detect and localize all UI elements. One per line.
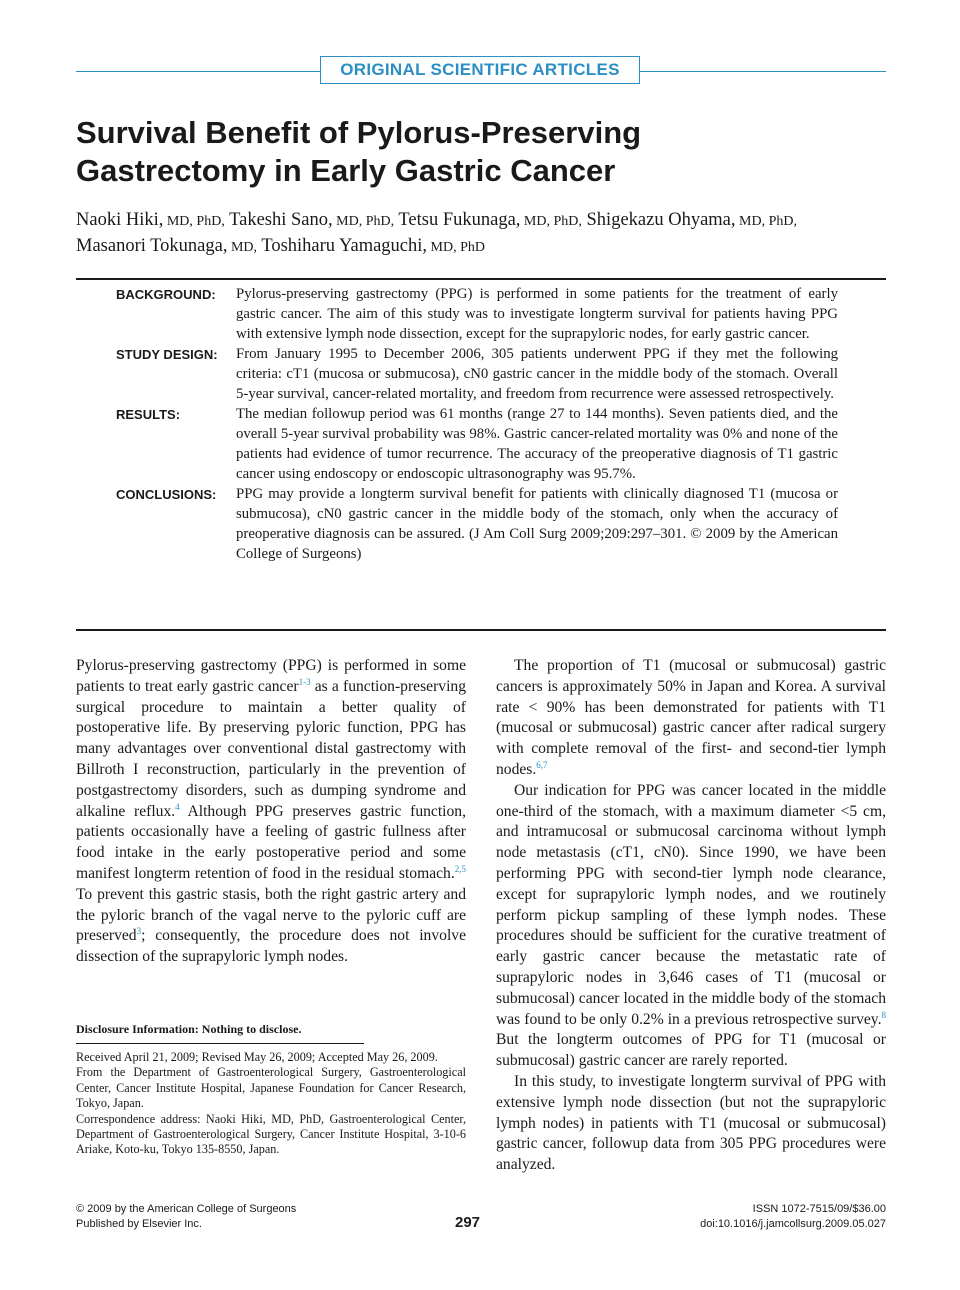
body-text: Our indication for PPG was cancer located in the middle one-third of the stomach, with a maximum diameter <5 cm, and intramucosal or submucosal carcinoma without lymph node metastasis (cT1, cN0). Since 1990, we have been performing PPG with second-tier lymph node clearance, except for suprapyloric lymph nodes, and we routinely perform pickup sampling of these lymph nodes. These procedures should be sufficient for the curative treatment of early gastric cancer because the metastatic rate of suprapyloric nodes in 3,646 cases of T1 (mucosal or submucosal) cancer located in the middle body of the stomach was found to be only 0.2% in a previous retrospective survey. [496, 781, 886, 1028]
author-degrees: MD, PhD, [520, 214, 582, 229]
author-name: Toshiharu Yamaguchi, [257, 236, 428, 256]
abstract-section [76, 404, 886, 484]
page-number: 297 [455, 1214, 481, 1231]
author-degrees: MD, PhD, [332, 214, 395, 229]
abstract-top-rule [76, 278, 886, 280]
abstract-text: PPG may provide a longterm survival benefit for patients with clinically diagnosed T1 (mucosa or submucosa), cN0 gastric cancer in the middle body of the stomach, only when the accuracy of preoperative diagnosis can be assured. (J Am Coll Surg 2009;209:297–301. © 2009 by the American College of Surgeons) [236, 486, 838, 562]
citation-link[interactable]: 4 [175, 801, 180, 812]
body-text: But the longterm outcomes of PPG for T1 (mucosal or submucosal) gastric cancer are rarely reported. [496, 1031, 886, 1070]
footer-right [700, 1202, 886, 1232]
author-name: Masanori Tokunaga, [76, 236, 228, 256]
citation-link[interactable]: 6,7 [536, 759, 548, 770]
author-list [76, 208, 888, 260]
title-line-2: Gastrectomy in Early Gastric Cancer [76, 153, 616, 188]
body-text: To prevent this gastric stasis, both the right gastric artery and the pyloric branch of the vagal nerve to the pyloric cuff are preserved [76, 885, 466, 945]
body-text: The proportion of T1 (mucosal or submucosal) gastric cancers is approximately 50% in Japan and Korea. A survival rate < 90% has been demonstrated for patients with T1 (mucosal or submucosal) gastric cancer after radical surgery with complete removal of the first- and second-tier lymph nodes. [496, 657, 886, 778]
abstract-text: From January 1995 to December 2006, 305 patients underwent PPG if they met the following criteria: cT1 (mucosa or submucosa), cN0 gastric cancer in the middle body of the stomach. Overall 5-year survival, cancer-related mortality, and freedom from recurrence were assessed retrospectively. [236, 346, 838, 402]
citation-link[interactable]: 1-3 [298, 676, 311, 687]
disclosure-info: Disclosure Information: Nothing to disclose. [76, 1022, 302, 1036]
body-text: as a function-preserving surgical procedure to maintain a better quality of postoperative life. By preserving pyloric function, PPG has many advantages over conventional distal gastrectomy with Billroth I reconstruction, particularly in the prevention of postgastrectomy disorders, such as dumping syndrome and alkaline reflux. [76, 677, 466, 820]
body-paragraph: In this study, to investigate longterm survival of PPG with extensive lymph node dissection (but not the suprapyloric lymph nodes) in patients with T1 (mucosal or submucosal) gastric cancer, followup data from 305 PPG procedures were analyzed. [496, 1072, 886, 1174]
citation-link[interactable]: 2,5 [454, 863, 466, 874]
body-left-column [76, 656, 466, 968]
author-name: Naoki Hiki, [76, 210, 164, 230]
publisher-text: Published by Elsevier Inc. [76, 1218, 202, 1230]
affiliation: From the Department of Gastroenterological Surgery, Gastroenterological Center, Cancer Institute Hospital, Japanese Foundation for Cancer Research, Tokyo, Japan. [76, 1065, 466, 1111]
issn-text: ISSN 1072-7515/09/$36.00 [752, 1203, 886, 1215]
abstract-label: BACKGROUND: [116, 287, 216, 302]
abstract-bottom-rule [76, 629, 886, 631]
body-right-column [496, 656, 886, 1176]
doi-link[interactable]: doi:10.1016/j.jamcollsurg.2009.05.027 [700, 1218, 886, 1230]
abstract-label: CONCLUSIONS: [116, 487, 217, 502]
received-dates: Received April 21, 2009; Revised May 26, 2009; Accepted May 26, 2009. [76, 1050, 438, 1064]
author-degrees: MD, PhD, [735, 214, 797, 229]
abstract-section [76, 344, 886, 404]
section-label: ORIGINAL SCIENTIFIC ARTICLES [320, 56, 640, 84]
body-paragraph [76, 656, 466, 968]
author-degrees: MD, PhD, [163, 214, 225, 229]
correspondence-address: Correspondence address: Naoki Hiki, MD, PhD, Gastroenterological Center, Department of Gastroenterological Surgery, Cancer Institute Hospital, 3-10-6 Ariake, Koto-ku, Tokyo 135-8550, Japan. [76, 1111, 466, 1157]
body-text: Although PPG preserves gastric function, patients occasionally have a feeling of gastric fullness after food intake in the early postoperative period and some manifest longterm retention of food in the residual stomach. [76, 802, 466, 882]
body-text: ; consequently, the procedure does not involve dissection of the suprapyloric lymph nodes. [76, 927, 466, 966]
abstract-text: Pylorus-preserving gastrectomy (PPG) is performed in some patients for the treatment of early gastric cancer. The aim of this study was to investigate longterm survival for patients having PPG with extensive lymph node dissection, except for the suprapyloric nodes, for early gastric cancer. [236, 286, 838, 342]
abstract-label: STUDY DESIGN: [116, 347, 218, 362]
abstract-text: The median followup period was 61 months (range 27 to 144 months). Seven patients died, and the overall 5-year survival probability was 98%. Gastric cancer-related mortality was 0% and none of the patients had evidence of tumor recurrence. The accuracy of the preoperative diagnosis of T1 gastric cancer using endoscopy or endoscopic ultrasonography was 95.7%. [236, 406, 838, 482]
author-degrees: MD, PhD [427, 240, 485, 255]
footnote-rule [76, 1043, 364, 1044]
copyright-text: © 2009 by the American College of Surgeons [76, 1203, 297, 1215]
body-text: Pylorus-preserving gastrectomy (PPG) is performed in some patients to treat early gastric cancer [76, 657, 466, 695]
citation-link[interactable]: 8 [881, 1009, 886, 1020]
title-line-1: Survival Benefit of Pylorus-Preserving [76, 115, 642, 150]
article-footnotes [76, 1050, 466, 1158]
author-degrees: MD, [227, 240, 258, 255]
abstract [76, 284, 886, 564]
body-paragraph [496, 781, 886, 1072]
abstract-label: RESULTS: [116, 407, 181, 422]
body-paragraph [496, 656, 886, 781]
abstract-section [76, 484, 886, 564]
author-name: Shigekazu Ohyama, [581, 210, 736, 230]
article-title [76, 114, 776, 190]
author-name: Takeshi Sano, [224, 210, 333, 230]
citation-link[interactable]: 3 [136, 926, 142, 937]
author-name: Tetsu Fukunaga, [394, 210, 521, 230]
section-banner [76, 56, 886, 86]
footer-left [76, 1202, 296, 1232]
abstract-section [76, 284, 886, 344]
